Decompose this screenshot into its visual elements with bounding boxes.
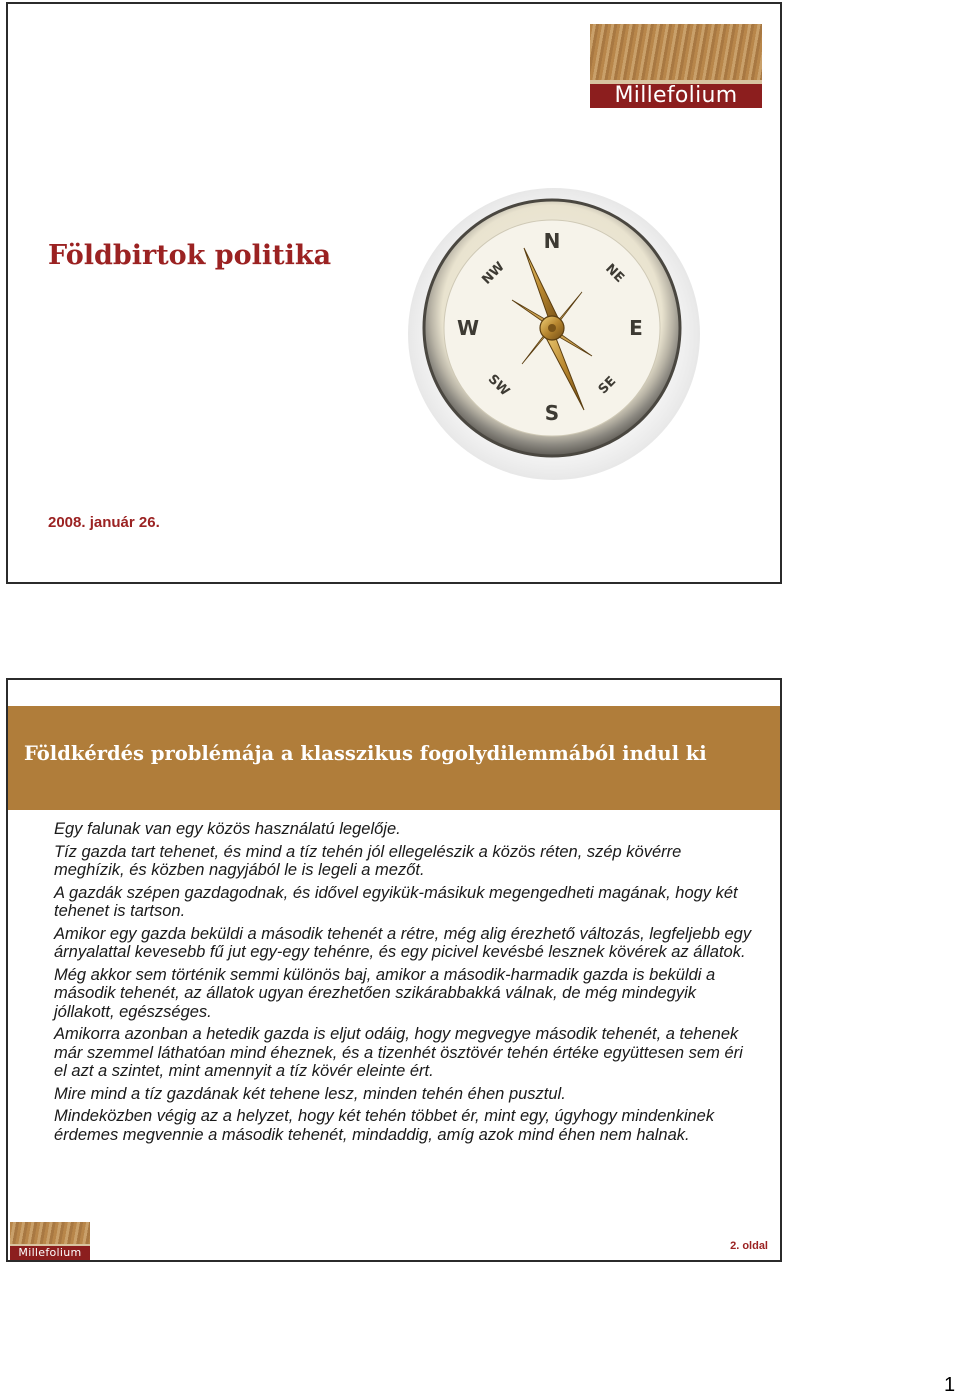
slide-1-date: 2008. január 26.: [48, 514, 160, 531]
compass-sw: SW: [484, 371, 513, 400]
slide-1-title: Földbirtok politika: [48, 240, 332, 271]
compass-se: SE: [595, 373, 620, 398]
compass-e: E: [629, 316, 643, 340]
slide-2-title: Földkérdés problémája a klasszikus fogolydilemmából indul ki: [24, 742, 707, 765]
logo-text: Millefolium: [18, 1246, 82, 1259]
wheat-pattern: [10, 1222, 90, 1244]
slide-2-body: [54, 820, 754, 1148]
paragraph: Még akkor sem történik semmi különös baj, amikor a második-harmadik gazda is beküldi a második tehenét, az állatok ugyan érezhetően szikárabbakká válnak, de még mindegyik jóllakott, egészséges.: [54, 965, 716, 1021]
compass-image: [404, 188, 704, 484]
compass-w: W: [456, 316, 480, 340]
paragraph: Amikorra azonban a hetedik gazda is eljut odáig, hogy megvegye második tehenét, a tehenek már szemmel láthatóan mind éheznek, és a tizenhét ösztövér tehén értéke együttesen sem éri el azt a szintet, mint amennyit a tíz kövér eleinte ért.: [54, 1025, 743, 1080]
compass-nw: NW: [479, 259, 508, 288]
paragraph: Tíz gazda tart tehenet, és mind a tíz tehén jól ellegelészik a közös réten, szép kövérre meghízik, és közben nagyjából le is legeli a mezőt.: [54, 842, 682, 879]
logo-text: Millefolium: [614, 83, 738, 108]
compass-s: S: [544, 401, 560, 425]
millefolium-logo: [590, 24, 762, 108]
wheat-pattern: [590, 24, 762, 80]
slide-2-header: [8, 706, 780, 810]
page-number: 1: [944, 1374, 956, 1396]
paragraph: A gazdák szépen gazdagodnak, és idővel egyikük-másikuk megengedheti magának, hogy két tehenet is tartson.: [54, 883, 738, 920]
paragraph: Mire mind a tíz gazdának két tehene lesz, minden tehén éhen pusztul.: [54, 1084, 566, 1103]
millefolium-logo-small: [10, 1222, 90, 1260]
paragraph: Egy falunak van egy közös használatú legelője.: [54, 820, 401, 838]
slide-2: [6, 678, 782, 1262]
paragraph: Mindeközben végig az a helyzet, hogy két tehén többet ér, mint egy, úgyhogy mindenkinek érdemes megvennie a második tehenét, mindaddig, amíg azok mind éhen nem halnak.: [54, 1107, 715, 1144]
slide-1: [6, 2, 782, 584]
compass-ne: NE: [602, 261, 627, 286]
compass-n: N: [543, 229, 561, 253]
paragraph: Amikor egy gazda beküldi a második tehenét a rétre, még alig érezhető változás, legfeljebb egy árnyalattal kevesebb fű jut egy-egy tehénre, és egy picivel kevésbé lesznek kövérek az állatok.: [54, 924, 752, 961]
slide-page-label: 2. oldal: [730, 1240, 768, 1252]
